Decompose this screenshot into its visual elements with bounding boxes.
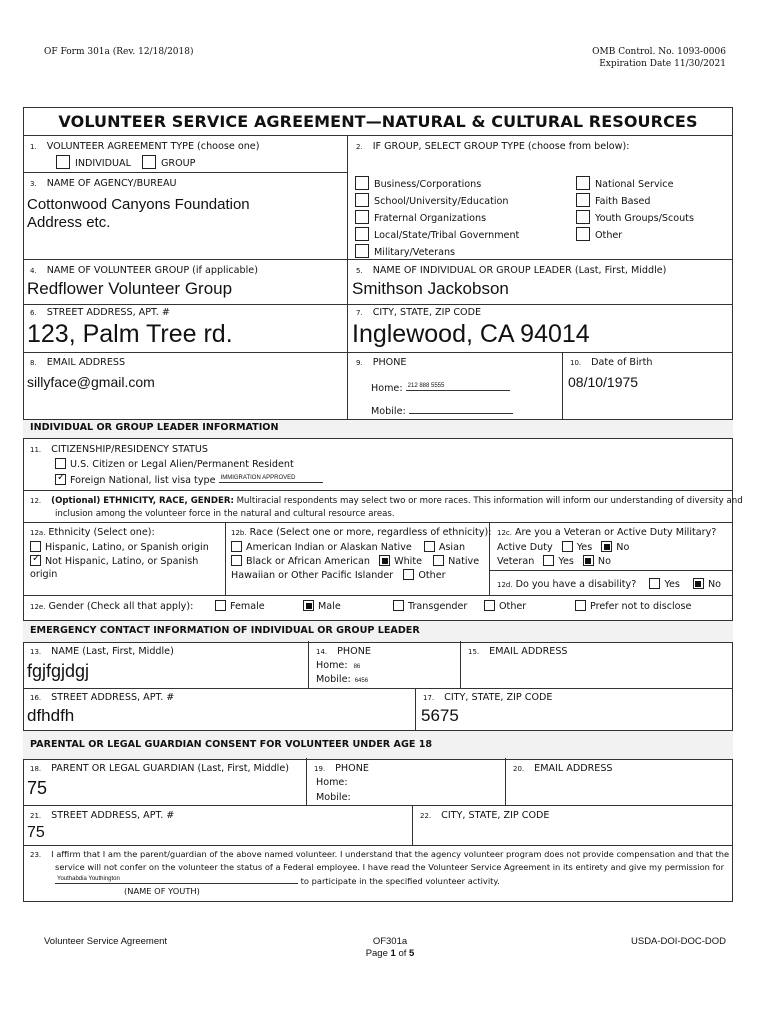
q23-line1: 23. I affirm that I am the parent/guardian of the above named volunteer. I understand that the agency volunteer program does not provide compensation and that the — [30, 849, 730, 859]
female-checkbox[interactable] — [215, 600, 226, 611]
q1-options: INDIVIDUAL GROUP — [56, 155, 195, 169]
youth-name-field[interactable]: Youthabdia Youthington — [55, 873, 298, 884]
leader-name-value[interactable]: Smithson Jackobson — [352, 279, 509, 298]
q12a-label: 12a. Ethnicity (Select one): — [30, 527, 155, 538]
city-state-zip-value[interactable]: Inglewood, CA 94014 — [352, 320, 590, 348]
black-checkbox[interactable] — [231, 555, 242, 566]
school-checkbox[interactable] — [355, 193, 369, 207]
q12c-label: 12c. Are you a Veteran or Active Duty Military? — [497, 527, 717, 538]
youth-groups-checkbox[interactable] — [576, 210, 590, 224]
group-checkbox[interactable] — [142, 155, 156, 169]
q9-label: 9. PHONE — [356, 357, 407, 368]
fraternal-checkbox[interactable] — [355, 210, 369, 224]
q5-label: 5. NAME OF INDIVIDUAL OR GROUP LEADER (Last, First, Middle) — [356, 265, 667, 276]
q11-label: 11. CITIZENSHIP/RESIDENCY STATUS — [30, 444, 209, 455]
veteran-yes-checkbox[interactable] — [543, 555, 554, 566]
other-race-checkbox[interactable] — [403, 569, 414, 580]
group-type-right: National Service Faith Based Youth Groups/Scouts Other — [576, 176, 694, 244]
race-row1: American Indian or Alaskan Native Asian — [231, 541, 465, 553]
hispanic-checkbox[interactable] — [30, 541, 41, 552]
q8-label: 8. EMAIL ADDRESS — [30, 357, 126, 368]
q7-label: 7. CITY, STATE, ZIP CODE — [356, 307, 482, 318]
q23-line2: service will not confer on the volunteer the status of a Federal employee. I have read the Volunteer Service Agreement in its entirety and give my permission for — [55, 862, 724, 872]
form-title: VOLUNTEER SERVICE AGREEMENT—NATURAL & CULTURAL RESOURCES — [58, 112, 698, 131]
male-checkbox[interactable] — [303, 600, 314, 611]
faith-based-checkbox[interactable] — [576, 193, 590, 207]
guardian-street-value[interactable]: 75 — [27, 824, 45, 841]
disability-yes-checkbox[interactable] — [649, 578, 660, 589]
guardian-home-label: Home: — [316, 777, 348, 788]
q13-label: 13. NAME (Last, First, Middle) — [30, 646, 174, 657]
active-duty-yes-checkbox[interactable] — [562, 541, 573, 552]
citizen-option: U.S. Citizen or Legal Alien/Permanent Resident — [55, 458, 294, 470]
veteran-no-checkbox[interactable] — [583, 555, 594, 566]
q1-label: 1. VOLUNTEER AGREEMENT TYPE (choose one) — [30, 141, 260, 152]
email-value[interactable]: sillyface@gmail.com — [27, 374, 155, 390]
gender-male: Male — [303, 600, 341, 612]
veteran-row: Veteran Yes No — [497, 556, 611, 567]
gender-prefer-not: Prefer not to disclose — [575, 600, 691, 612]
phone-home-field[interactable]: 212 888 5555 — [406, 380, 510, 391]
omb-control: OMB Control. No. 1093-0006 — [592, 47, 726, 57]
q15-label: 15. EMAIL ADDRESS — [468, 646, 568, 657]
not-hispanic-option: ✓Not Hispanic, Latino, or Spanish — [30, 555, 198, 567]
gender-female: Female — [215, 600, 265, 612]
section-guardian-band — [23, 730, 733, 760]
footer-page: Page 1 of 5 — [365, 948, 415, 959]
phone-home: Home: 212 888 5555 — [371, 380, 510, 394]
q10-label: 10. Date of Birth — [570, 357, 653, 368]
section-leader-band — [23, 419, 733, 439]
q18-label: 18. PARENT OR LEGAL GUARDIAN (Last, First, Middle) — [30, 763, 289, 774]
dob-value[interactable]: 08/10/1975 — [568, 374, 639, 390]
group-type-left: Business/Corporations School/University/Education Fraternal Organizations Local/State/Tribal Government Military/Veterans — [355, 176, 519, 261]
government-checkbox[interactable] — [355, 227, 369, 241]
youth-caption: (NAME OF YOUTH) — [124, 886, 200, 896]
national-service-checkbox[interactable] — [576, 176, 590, 190]
expiration-date: Expiration Date 11/30/2021 — [599, 59, 726, 69]
business-checkbox[interactable] — [355, 176, 369, 190]
q3-label: 3. NAME OF AGENCY/BUREAU — [30, 178, 177, 189]
agency-value-line2[interactable]: Address etc. — [27, 214, 111, 231]
prefer-not-checkbox[interactable] — [575, 600, 586, 611]
q2-label: 2. IF GROUP, SELECT GROUP TYPE (choose from below): — [356, 141, 630, 152]
street-address-value[interactable]: 123, Palm Tree rd. — [27, 320, 233, 348]
emergency-street-value[interactable]: dfhdfh — [27, 706, 75, 725]
military-checkbox[interactable] — [355, 244, 369, 258]
not-hispanic-checkbox[interactable] — [30, 555, 41, 566]
emergency-city-value[interactable]: 5675 — [421, 706, 459, 725]
other-group-checkbox[interactable] — [576, 227, 590, 241]
q19-label: 19. PHONE — [314, 763, 369, 774]
section-emergency-title: EMERGENCY CONTACT INFORMATION OF INDIVIDUAL OR GROUP LEADER — [30, 625, 420, 636]
q12-text2: inclusion among the volunteer force in the natural and cultural resource areas. — [55, 509, 395, 519]
white-checkbox[interactable] — [379, 555, 390, 566]
q6-label: 6. STREET ADDRESS, APT. # — [30, 307, 170, 318]
q16-label: 16. STREET ADDRESS, APT. # — [30, 692, 175, 703]
foreign-national-checkbox[interactable] — [55, 474, 66, 485]
not-hispanic-origin: origin — [30, 569, 58, 580]
footer-left: Volunteer Service Agreement — [44, 936, 168, 947]
emergency-name-value[interactable]: fgjfgjdgj — [27, 661, 90, 681]
q12b-label: 12b. Race (Select one or more, regardless of ethnicity): — [231, 527, 492, 538]
guardian-name-value[interactable]: 75 — [27, 778, 48, 798]
guardian-mobile-label: Mobile: — [316, 792, 351, 803]
hispanic-option: Hispanic, Latino, or Spanish origin — [30, 541, 209, 553]
volunteer-group-value[interactable]: Redflower Volunteer Group — [27, 279, 233, 298]
emergency-mobile: Mobile: 6456 — [316, 674, 369, 685]
race-row3: Hawaiian or Other Pacific Islander Other — [231, 570, 446, 581]
q23-line3: Youthabdia Youthington to participate in the specified volunteer activity. — [55, 873, 500, 886]
active-duty-row: Active Duty Yes No — [497, 542, 630, 553]
footer-form: OF301a — [372, 936, 408, 947]
agency-value-line1[interactable]: Cottonwood Canyons Foundation — [27, 196, 250, 213]
phone-mobile: Mobile: — [371, 403, 513, 417]
american-indian-checkbox[interactable] — [231, 541, 242, 552]
foreign-option: ✓Foreign National, list visa type IMMIGRATION APPROVED — [55, 472, 323, 486]
q21-label: 21. STREET ADDRESS, APT. # — [30, 810, 175, 821]
emergency-home-value[interactable]: 86 — [353, 664, 361, 670]
section-guardian-title: PARENTAL OR LEGAL GUARDIAN CONSENT FOR VOLUNTEER UNDER AGE 18 — [30, 739, 433, 750]
q12-text: 12. (Optional) ETHNICITY, RACE, GENDER: Multiracial respondents may select two or more races. This information will inform our understanding of diversity and — [30, 496, 743, 506]
race-row2: Black or African American White Native — [231, 555, 479, 567]
q20-label: 20. EMAIL ADDRESS — [513, 763, 613, 774]
emergency-mobile-value[interactable]: 6456 — [354, 678, 369, 684]
active-duty-no-checkbox[interactable] — [601, 541, 612, 552]
asian-checkbox[interactable] — [424, 541, 435, 552]
gender-transgender: Transgender — [393, 600, 467, 612]
phone-mobile-field[interactable] — [409, 403, 513, 414]
q4-label: 4. NAME OF VOLUNTEER GROUP (if applicable) — [30, 265, 258, 276]
q22-label: 22. CITY, STATE, ZIP CODE — [420, 810, 550, 821]
section-emergency-band — [23, 620, 733, 643]
individual-checkbox[interactable] — [56, 155, 70, 169]
q14-label: 14. PHONE — [316, 646, 371, 657]
other-gender-checkbox[interactable] — [484, 600, 495, 611]
native-checkbox[interactable] — [433, 555, 444, 566]
visa-type-field[interactable]: IMMIGRATION APPROVED — [219, 472, 323, 483]
q12e-label: 12e. Gender (Check all that apply): — [30, 601, 194, 612]
gender-other: Other — [484, 600, 526, 612]
emergency-home: Home: 86 — [316, 660, 361, 671]
q17-label: 17. CITY, STATE, ZIP CODE — [423, 692, 553, 703]
disability-no-checkbox[interactable] — [693, 578, 704, 589]
footer-right: USDA-DOI-DOC-DOD — [631, 936, 726, 947]
citizen-checkbox[interactable] — [55, 458, 66, 469]
form-id: OF Form 301a (Rev. 12/18/2018) — [44, 47, 194, 57]
q12d-row: 12d. Do you have a disability? Yes No — [497, 579, 722, 590]
section-leader-title: INDIVIDUAL OR GROUP LEADER INFORMATION — [30, 422, 279, 433]
transgender-checkbox[interactable] — [393, 600, 404, 611]
